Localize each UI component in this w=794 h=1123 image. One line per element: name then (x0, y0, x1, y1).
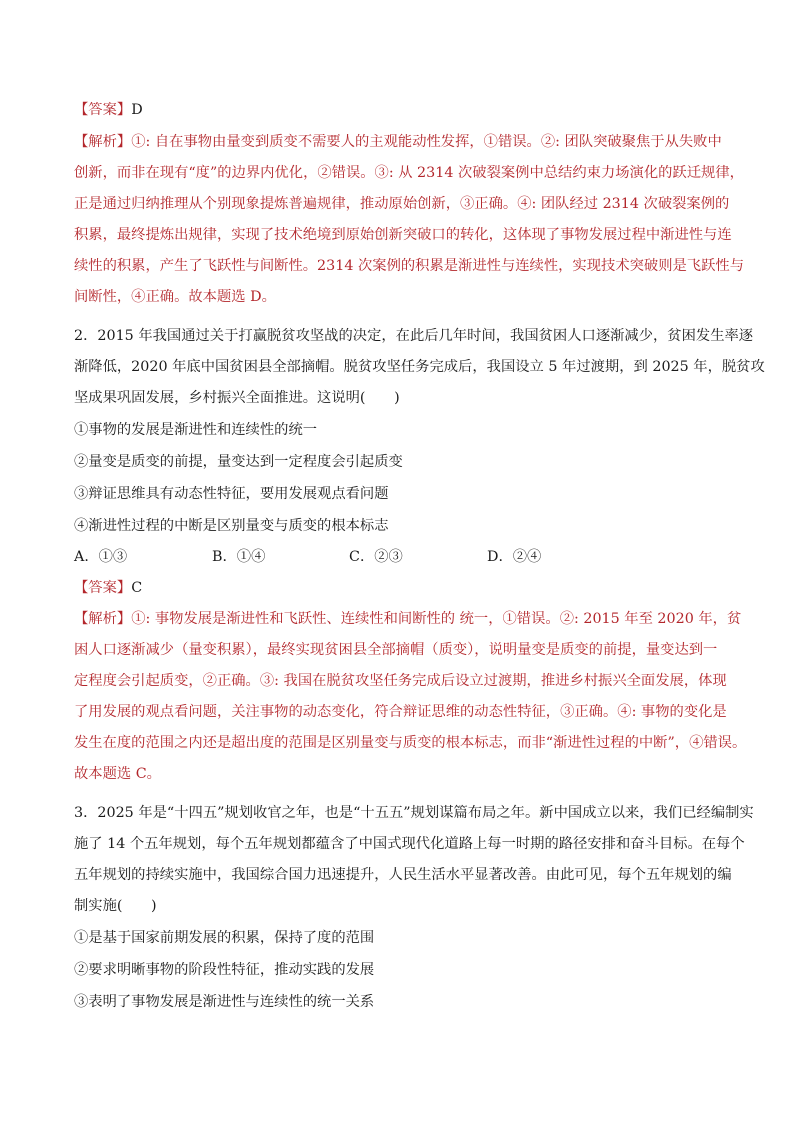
option-c: C．②③ (349, 549, 403, 565)
answer-value: D (131, 102, 143, 118)
question-stem-line: 3．2025 年是“十四五”规划收官之年，也是“十五五”规划谋篇布局之年。新中国成立以来，我们已经编制实 (74, 805, 754, 821)
statement-item: ②要求明晰事物的阶段性特征，推动实践的发展 (74, 962, 375, 978)
analysis-line: 困人口逐渐减少（量变积累），最终实现贫困县全部摘帽（质变），说明量变是质变的前提，量变达到一 (74, 642, 718, 658)
analysis-line: 积累，最终提炼出规律，实现了技术绝境到原始创新突破口的转化，这体现了事物发展过程中渐进性与连 (74, 227, 732, 243)
analysis-line: 故本题选 C。 (74, 766, 161, 782)
question-stem-line: 制实施( ) (74, 898, 157, 914)
analysis-text: ①: 自在事物由量变到质变不需要人的主观能动性发挥，①错误。②: 团队突破聚焦于从失败中 (131, 134, 722, 150)
answer-label: 【答案】 (74, 102, 132, 118)
analysis-line (74, 609, 742, 629)
question-stem-line: 2．2015 年我国通过关于打赢脱贫攻坚战的决定，在此后几年时间，我国贫困人口逐渐减少，贫困发生率逐 (74, 328, 754, 344)
answer-line (74, 100, 724, 120)
question-stem-line: 渐降低，2020 年底中国贫困县全部摘帽。脱贫攻坚任务完成后，我国设立 5 年过渡期，到 2025 年，脱贫攻 (74, 359, 765, 375)
analysis-line: 正是通过归纳推理从个别现象提炼普遍规律，推动原始创新，③正确。④: 团队经过 2314 次破裂案例的 (74, 196, 730, 212)
answer-label: 【答案】 (74, 580, 132, 596)
analysis-line: 续性的积累，产生了飞跃性与间断性。2314 次案例的积累是渐进性与连续性，实现技术突破则是飞跃性与 (74, 258, 744, 274)
answer-line (74, 578, 724, 598)
answer-value: C (131, 580, 143, 596)
statement-item: ①是基于国家前期发展的积累，保持了度的范围 (74, 930, 375, 946)
analysis-line: 发生在度的范围之内还是超出度的范围是区别量变与质变的根本标志，而非“渐进性过程的中断”，④错误。 (74, 735, 747, 751)
question-stem-line: 坚成果巩固发展，乡村振兴全面推进。这说明( ) (74, 390, 400, 406)
statement-item: ③表明了事物发展是渐进性与连续性的统一关系 (74, 994, 375, 1010)
statement-item: ①事物的发展是渐进性和连续性的统一 (74, 422, 318, 438)
analysis-line: 定程度会引起质变，②正确。③: 我国在脱贫攻坚任务完成后设立过渡期，推进乡村振兴全面发展，体现 (74, 673, 727, 689)
option-a: A．①③ (74, 549, 128, 565)
analysis-line: 间断性，④正确。故本题选 D。 (74, 289, 276, 305)
option-b: B．①④ (212, 549, 266, 565)
statement-item: ④渐进性过程的中断是区别量变与质变的根本标志 (74, 518, 389, 534)
analysis-label: 【解析】 (74, 611, 132, 627)
option-d: D．②④ (487, 549, 542, 565)
analysis-text: ①: 事物发展是渐进性和飞跃性、连续性和间断性的 统一，①错误。②: 2015 年至 2020 年，贫 (131, 611, 742, 627)
statement-item: ③辩证思维具有动态性特征，要用发展观点看问题 (74, 486, 389, 502)
analysis-label: 【解析】 (74, 134, 132, 150)
question-stem-line: 施了 14 个五年规划，每个五年规划都蕴含了中国式现代化道路上每一时期的路径安排和奋斗目标。在每个 (74, 836, 745, 852)
question-stem-line: 五年规划的持续实施中，我国综合国力迅速提升，人民生活水平显著改善。由此可见，每个五年规划的编 (74, 867, 732, 883)
analysis-line: 了用发展的观点看问题，关注事物的动态变化，符合辩证思维的动态性特征，③正确。④: 事物的变化是 (74, 704, 727, 720)
analysis-line (74, 132, 724, 152)
analysis-line: 创新，而非在现有“度”的边界内优化，②错误。③: 从 2314 次破裂案例中总结约束力场演化的跃迁规律， (74, 165, 744, 181)
statement-item: ②量变是质变的前提，量变达到一定程度会引起质变 (74, 454, 403, 470)
